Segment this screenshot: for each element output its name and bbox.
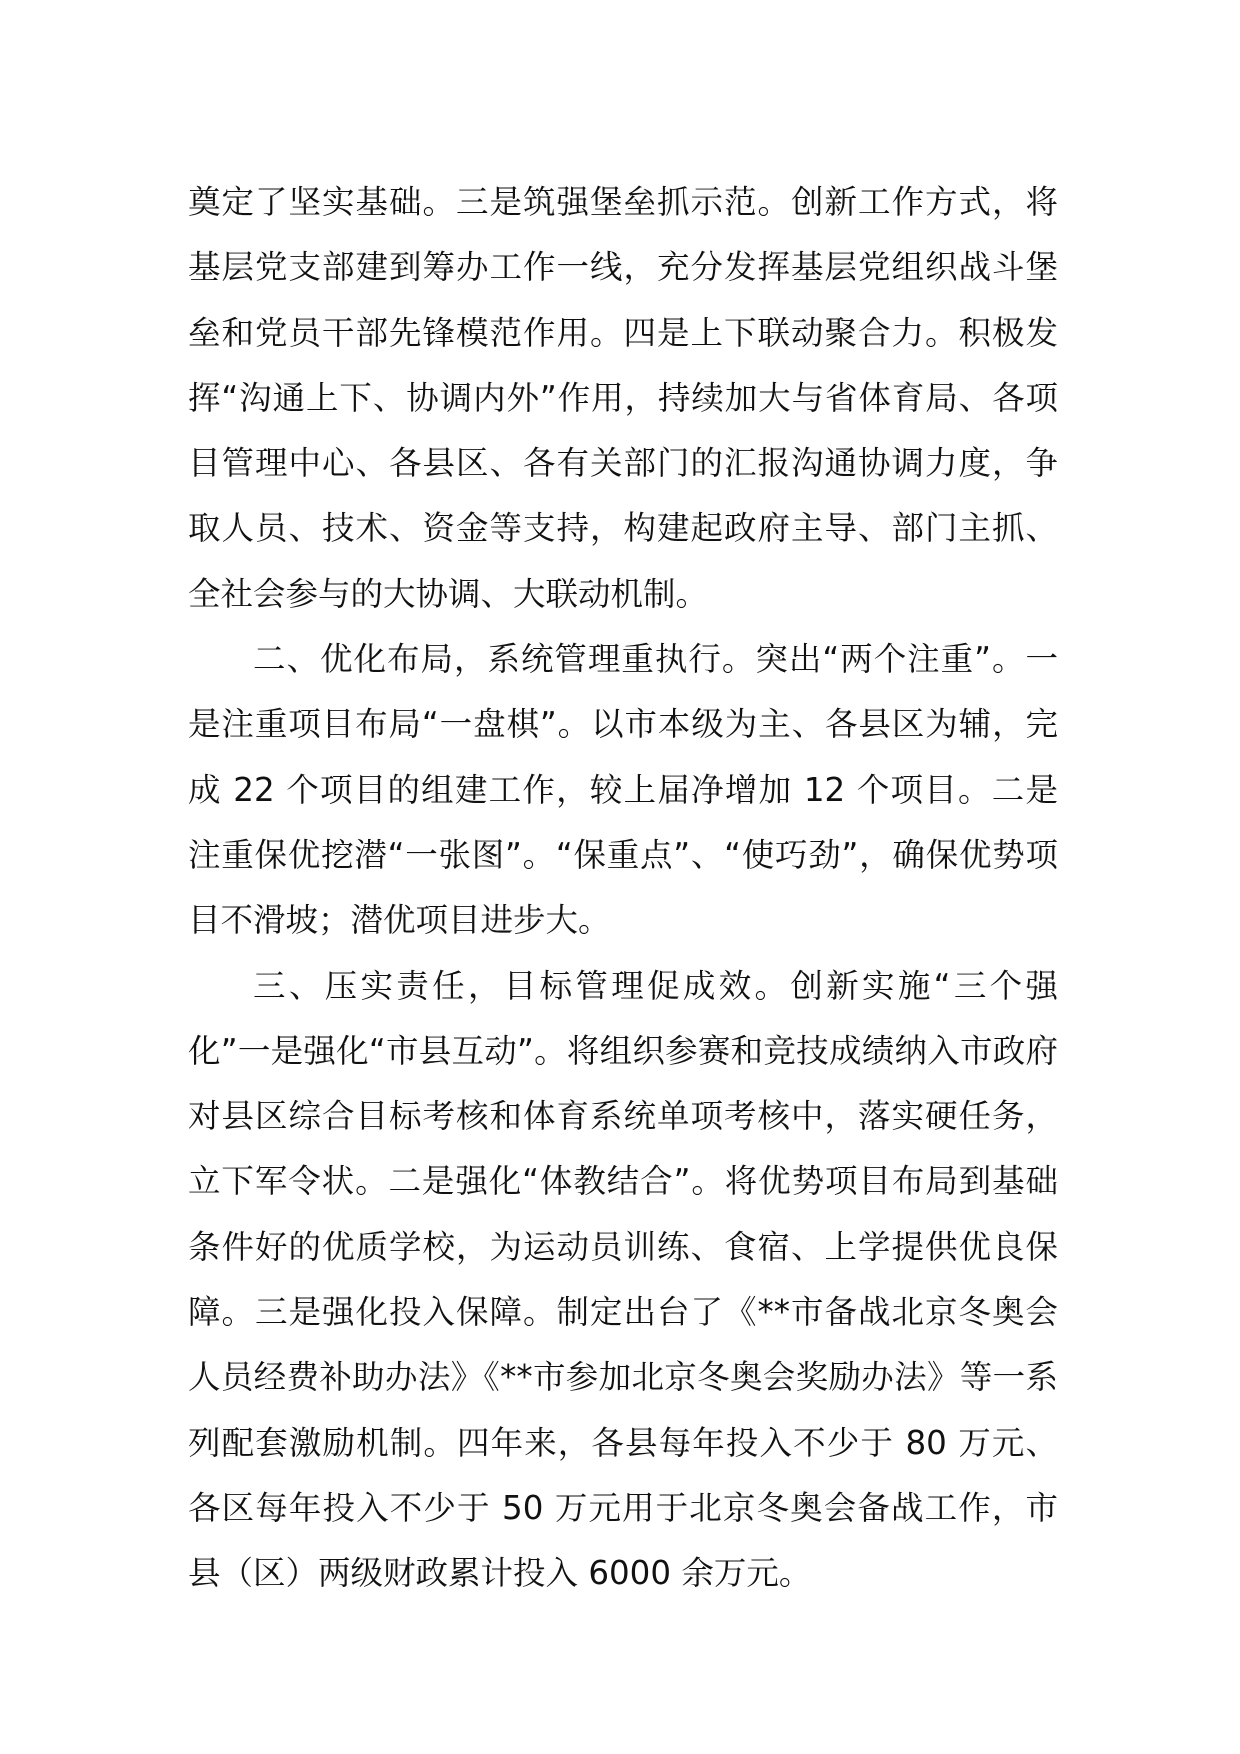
- document-body: [188, 170, 1058, 1607]
- paragraph-3: 三、压实责任，目标管理促成效。创新实施“三个强化”一是强化“市县互动”。将组织参赛和竞技成绩纳入市政府对县区综合目标考核和体育系统单项考核中，落实硬任务，立下军令状。二是强化“体教结合”。将优势项目布局到基础条件好的优质学校，为运动员训练、食宿、上学提供优良保障。三是强化投入保障。制定出台了《**市备战北京冬奥会人员经费补助办法》《**市参加北京冬奥会奖励办法》等一系列配套激励机制。四年来，各县每年投入不少于 80 万元、各区每年投入不少于 50 万元用于北京冬奥会备战工作，市县（区）两级财政累计投入 6000 余万元。: [188, 966, 1058, 1593]
- paragraph-1: 奠定了坚实基础。三是筑强堡垒抓示范。创新工作方式，将基层党支部建到筹办工作一线，充分发挥基层党组织战斗堡垒和党员干部先锋模范作用。四是上下联动聚合力。积极发挥“沟通上下、协调内外”作用，持续加大与省体育局、各项目管理中心、各县区、各有关部门的汇报沟通协调力度，争取人员、技术、资金等支持，构建起政府主导、部门主抓、全社会参与的大协调、大联动机制。: [188, 183, 1058, 613]
- paragraph-2: 二、优化布局，系统管理重执行。突出“两个注重”。一是注重项目布局“一盘棋”。以市本级为主、各县区为辅，完成 22 个项目的组建工作，较上届净增加 12 个项目。二是注重保优挖潜“一张图”。“保重点”、“使巧劲”，确保优势项目不滑坡；潜优项目进步大。: [188, 640, 1058, 940]
